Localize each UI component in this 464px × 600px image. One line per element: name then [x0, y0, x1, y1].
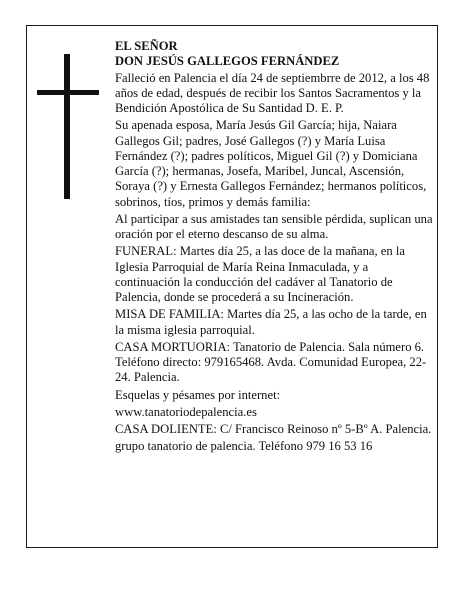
paragraph-death-announcement: Falleció en Palencia el día 24 de septiembrre de 2012, a los 48 años de edad, después de recibir los Santos Sacramentos y la Bendición Apostólica de Su Santidad D. E. P.	[115, 70, 430, 115]
paragraph-funeral-home: CASA MORTUORIA: Tanatorio de Palencia. Sala número 6. Teléfono directo: 979165468. Avda. Comunidad Europea, 22-24. Palencia.	[115, 339, 427, 385]
paragraph-company-contact: grupo tanatorio de palencia. Teléfono 979 16 53 16	[115, 439, 373, 454]
paragraph-online-condolences: Esquelas y pésames por internet:	[115, 387, 281, 402]
cross-horizontal-bar	[37, 90, 99, 95]
heading-title: EL SEÑOR	[115, 39, 178, 53]
cross-vertical-bar	[64, 54, 70, 199]
paragraph-family-mass: MISA DE FAMILIA: Martes día 25, a las ocho de la tarde, en la misma iglesia parroquial.	[115, 307, 427, 337]
paragraph-family: Su apenada esposa, María Jesús Gil García; hija, Naiara Gallegos Gil; padres, José Gallegos (?) y María Luisa Fernández (?); padres políticos, Miguel Gil (?) y Domiciana García (?); hermanas, Josefa, Maribel, Juncal, Ascensión, Soraya (?) y Ernesta Gallegos Fernández; hermanos políticos, sobrinos, tíos, primos y demás familia:	[115, 118, 427, 209]
notice-text	[115, 39, 435, 455]
paragraph-mourning-home: CASA DOLIENTE: C/ Francisco Reinoso nº 5-Bº A. Palencia.	[115, 422, 432, 436]
heading-deceased-name: DON JESÚS GALLEGOS FERNÁNDEZ	[115, 54, 340, 69]
obituary-notice	[26, 25, 438, 548]
paragraph-prayer-request: Al participar a sus amistades tan sensible pérdida, suplican una oración por el eterno descanso de su alma.	[115, 211, 433, 241]
website-url: www.tanatoriodepalencia.es	[115, 404, 257, 419]
paragraph-funeral: FUNERAL: Martes día 25, a las doce de la mañana, en la Iglesia Parroquial de María Reina Inmaculada, y a continuación la conducción del cadáver al Tanatorio de Palencia, donde se procederá a su Incineración.	[115, 244, 405, 304]
latin-cross-icon	[37, 54, 99, 199]
